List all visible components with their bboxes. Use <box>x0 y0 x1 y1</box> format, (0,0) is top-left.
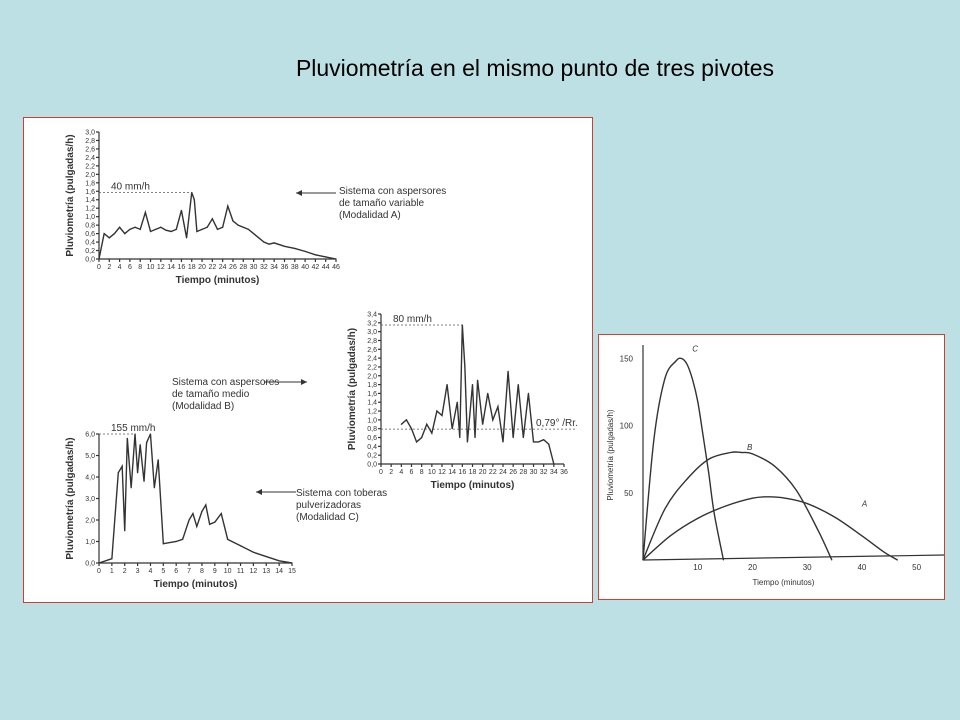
x-tick-label: 8 <box>419 469 424 476</box>
data-point <box>507 371 508 372</box>
y-tick-label: 1,0 <box>367 417 377 425</box>
x-tick-label: 34 <box>270 264 279 271</box>
x-tick-label: 14 <box>167 264 176 271</box>
x-tick-label: 22 <box>208 264 217 271</box>
x-tick-label: 16 <box>458 469 467 476</box>
x-tick-label: 30 <box>802 563 812 572</box>
series-c-label: C <box>692 344 699 354</box>
data-point <box>538 441 539 442</box>
series-b-point <box>686 479 687 480</box>
annotation-line: (Modalidad B) <box>172 401 235 412</box>
x-tick-label: 24 <box>218 264 227 271</box>
data-point <box>232 220 233 221</box>
data-point <box>543 439 544 440</box>
x-axis-label: Tiempo (minutos) <box>752 578 815 587</box>
data-point <box>472 384 473 385</box>
series-c-point <box>653 439 654 440</box>
y-tick-label: 100 <box>619 421 633 431</box>
series-c-point <box>664 378 665 379</box>
series-b-point <box>831 560 832 561</box>
data-point <box>452 428 453 429</box>
series-b-point <box>741 452 742 453</box>
y-tick-label: 0,0 <box>85 560 95 568</box>
y-tick-label: 1,8 <box>367 382 377 390</box>
data-point <box>214 522 215 523</box>
data-point <box>176 541 177 542</box>
y-tick-label: 0,6 <box>367 435 377 443</box>
series-a-curve <box>643 497 897 560</box>
annotation-line: Sistema con toberas <box>296 488 388 499</box>
data-point <box>163 543 164 544</box>
data-point <box>188 519 189 520</box>
x-tick-label: 10 <box>427 469 436 476</box>
x-tick-label: 8 <box>199 568 204 575</box>
series-line <box>401 325 553 464</box>
arrow-head <box>256 489 262 495</box>
data-point <box>134 227 135 228</box>
data-point <box>176 229 177 230</box>
x-tick-label: 2 <box>389 469 394 476</box>
annotation-line: pulverizadoras <box>296 500 362 511</box>
x-axis-label: Tiempo (minutos) <box>175 275 260 286</box>
x-tick-label: 8 <box>138 264 143 271</box>
series-a-label: A <box>861 499 868 509</box>
arrow-head <box>296 190 302 196</box>
series-b-point <box>752 453 753 454</box>
y-tick-label: 2,4 <box>367 355 377 363</box>
y-tick-label: 2,0 <box>367 373 377 381</box>
series-b-label: B <box>746 442 753 452</box>
y-tick-label: 2,6 <box>367 346 377 354</box>
x-tick-label: 14 <box>275 568 284 575</box>
x-tick-label: 0 <box>97 264 101 271</box>
data-point <box>474 437 475 438</box>
data-point <box>268 244 269 245</box>
y-tick-label: 2,8 <box>85 137 95 145</box>
x-tick-label: 10 <box>146 264 155 271</box>
data-point <box>129 229 130 230</box>
y-tick-label: 0,0 <box>367 461 377 469</box>
data-point <box>201 229 202 230</box>
series-a-point <box>785 498 786 499</box>
x-tick-label: 6 <box>409 469 414 476</box>
x-tick-label: 1 <box>109 568 114 575</box>
y-tick-label: 2,4 <box>85 154 95 162</box>
data-point <box>212 218 213 219</box>
data-point <box>304 251 305 252</box>
x-tick-label: 38 <box>290 264 299 271</box>
y-tick-label: 1,4 <box>367 399 377 407</box>
data-point <box>457 402 458 403</box>
y-tick-label: 1,4 <box>85 197 95 205</box>
x-tick-label: 32 <box>259 264 268 271</box>
x-tick-label: 32 <box>539 469 548 476</box>
data-point <box>291 562 292 563</box>
x-tick-label: 6 <box>174 568 179 575</box>
data-point <box>98 258 99 259</box>
y-tick-label: 0,4 <box>85 239 95 247</box>
data-point <box>518 384 519 385</box>
data-point <box>253 552 254 553</box>
series-a-point <box>697 518 698 519</box>
x-tick-label: 10 <box>223 568 232 575</box>
data-point <box>171 231 172 232</box>
x-tick-label: 30 <box>529 469 538 476</box>
arrow-head <box>301 379 307 385</box>
data-point <box>406 419 407 420</box>
x-tick-label: 28 <box>519 469 528 476</box>
right-figure-panel <box>598 334 945 600</box>
y-tick-label: 3,0 <box>367 329 377 337</box>
y-tick-label: 6,0 <box>85 431 95 439</box>
series-a-point <box>897 560 898 561</box>
series-b-point <box>708 459 709 460</box>
data-point <box>421 437 422 438</box>
x-tick-label: 12 <box>438 469 446 476</box>
data-point <box>140 229 141 230</box>
y-tick-label: 2,0 <box>85 171 95 179</box>
y-tick-label: 1,6 <box>367 390 377 398</box>
data-point <box>122 466 123 467</box>
x-tick-label: 13 <box>262 568 271 575</box>
annotation-line: Sistema con aspersores <box>339 186 447 197</box>
data-point <box>158 459 159 460</box>
data-point <box>325 256 326 257</box>
data-point <box>114 233 115 234</box>
series-a-point <box>725 506 726 507</box>
series-a-point <box>883 551 884 552</box>
data-point <box>482 424 483 425</box>
x-tick-label: 26 <box>509 469 518 476</box>
series-b-point <box>818 530 819 531</box>
series-c-point <box>686 363 687 364</box>
data-point <box>196 526 197 527</box>
peak-label: 155 mm/h <box>111 423 156 434</box>
y-axis-label: Pluviometría (pulgadas/h) <box>347 327 358 451</box>
x-tick-label: 50 <box>912 563 922 572</box>
x-tick-label: 0 <box>97 568 101 575</box>
x-tick-label: 26 <box>229 264 237 271</box>
x-tick-label: 2 <box>122 568 127 575</box>
x-tick-label: 9 <box>212 568 217 575</box>
y-tick-label: 1,0 <box>85 539 95 546</box>
data-point <box>258 237 259 238</box>
annotation-line: de tamaño medio <box>172 389 250 400</box>
peak-label: 40 mm/h <box>111 181 150 193</box>
data-point <box>227 205 228 206</box>
data-point <box>205 504 206 505</box>
series-c-point <box>703 436 704 437</box>
slide-title: Pluviometría en el mismo punto de tres pivotes <box>295 55 775 81</box>
y-axis-label: Pluviometría (pulgadas/h) <box>606 409 615 501</box>
data-point <box>201 511 202 512</box>
x-tick-label: 36 <box>560 469 568 476</box>
data-point <box>160 227 161 228</box>
series-c-point <box>708 472 709 473</box>
data-point <box>528 393 529 394</box>
x-tick-label: 20 <box>748 563 757 572</box>
x-tick-label: 5 <box>161 568 166 575</box>
x-tick-label: 18 <box>468 469 477 476</box>
y-tick-label: 0,8 <box>367 426 377 434</box>
y-tick-label: 2,2 <box>85 163 95 171</box>
data-point <box>131 487 132 488</box>
data-point <box>416 441 417 442</box>
y-tick-label: 2,6 <box>85 146 95 154</box>
annotation-line: Sistema con aspersores <box>172 377 280 388</box>
data-point <box>192 513 193 514</box>
y-tick-label: 150 <box>619 354 633 364</box>
data-point <box>467 441 468 442</box>
x-tick-label: 30 <box>249 264 258 271</box>
data-point <box>207 227 208 228</box>
x-tick-label: 20 <box>478 469 487 476</box>
series-b-point <box>664 508 665 509</box>
data-point <box>209 524 210 525</box>
data-point <box>137 472 138 473</box>
series-b-point <box>730 452 731 453</box>
x-tick-label: 14 <box>448 469 457 476</box>
x-tick-label: 7 <box>187 568 192 575</box>
data-point <box>119 227 120 228</box>
data-point <box>446 384 447 385</box>
data-point <box>145 212 146 213</box>
series-b-curve <box>643 452 832 560</box>
data-point <box>497 406 498 407</box>
data-point <box>513 437 514 438</box>
data-point <box>335 258 336 259</box>
data-point <box>401 424 402 425</box>
data-point <box>533 441 534 442</box>
y-tick-label: 2,8 <box>367 337 377 345</box>
x-tick-label: 34 <box>549 469 558 476</box>
y-tick-label: 0,4 <box>367 443 377 451</box>
data-point <box>182 539 183 540</box>
data-point <box>284 246 285 247</box>
data-point <box>464 366 465 367</box>
x-tick-label: 46 <box>332 264 340 271</box>
data-point <box>111 558 112 559</box>
x-tick-label: 18 <box>187 264 196 271</box>
data-point <box>253 233 254 234</box>
series-c-point <box>692 378 693 379</box>
data-point <box>248 229 249 230</box>
y-axis-label: Pluviometría (pulgadas/h) <box>65 437 76 560</box>
series-c-point <box>681 358 682 359</box>
data-point <box>146 442 147 443</box>
data-point <box>118 472 119 473</box>
x-axis <box>643 555 944 560</box>
series-line <box>99 434 292 563</box>
x-tick-label: 16 <box>177 264 186 271</box>
data-point <box>548 444 549 445</box>
x-tick-label: 44 <box>321 264 330 271</box>
x-axis-label: Tiempo (minutos) <box>430 480 515 491</box>
data-point <box>263 241 264 242</box>
y-tick-label: 50 <box>624 488 633 498</box>
y-tick-label: 0,0 <box>85 256 95 264</box>
data-point <box>294 248 295 249</box>
data-point <box>194 199 195 200</box>
data-point <box>523 437 524 438</box>
data-point <box>279 560 280 561</box>
y-tick-label: 3,4 <box>367 311 377 319</box>
y-tick-label: 1,2 <box>85 205 95 213</box>
y-tick-label: 2,2 <box>367 364 377 372</box>
y-tick-label: 0,2 <box>367 452 377 460</box>
data-point <box>441 415 442 416</box>
data-point <box>98 562 99 563</box>
y-tick-label: 3,2 <box>367 320 377 328</box>
data-point <box>127 438 128 439</box>
series-c-point <box>697 401 698 402</box>
series-a-point <box>670 535 671 536</box>
annotation-line: (Modalidad A) <box>339 210 401 221</box>
series-c-point <box>675 361 676 362</box>
x-tick-label: 40 <box>857 563 867 572</box>
series-a-point <box>807 503 808 504</box>
x-tick-label: 6 <box>127 264 132 271</box>
data-point <box>431 433 432 434</box>
y-tick-label: 0,8 <box>85 222 95 230</box>
x-tick-label: 12 <box>249 568 258 575</box>
x-tick-label: 15 <box>288 568 296 575</box>
x-tick-label: 4 <box>117 264 122 271</box>
y-tick-label: 1,8 <box>85 180 95 188</box>
annotation-line: (Modalidad C) <box>296 512 359 523</box>
reference-label: 0,79° /Rr. <box>536 418 578 430</box>
y-tick-label: 2,0 <box>85 517 95 525</box>
data-point <box>181 210 182 211</box>
series-a-point <box>768 496 769 497</box>
x-tick-label: 11 <box>236 568 245 575</box>
data-point <box>222 227 223 228</box>
series-a-point <box>643 560 644 561</box>
x-tick-label: 0 <box>379 469 383 476</box>
data-point <box>459 437 460 438</box>
series-a-point <box>752 498 753 499</box>
data-point <box>238 225 239 226</box>
data-point <box>553 463 554 464</box>
series-b-point <box>796 490 797 491</box>
y-tick-label: 0,6 <box>85 231 95 239</box>
data-point <box>315 254 316 255</box>
data-point <box>266 556 267 557</box>
data-point <box>274 242 275 243</box>
data-point <box>124 233 125 234</box>
series-b-point <box>774 465 775 466</box>
x-tick-label: 3 <box>135 568 140 575</box>
data-point <box>487 393 488 394</box>
series-c-point <box>714 512 715 513</box>
data-point <box>140 444 141 445</box>
x-tick-label: 42 <box>311 264 320 271</box>
data-point <box>196 231 197 232</box>
data-point <box>436 410 437 411</box>
data-point <box>227 539 228 540</box>
x-tick-label: 2 <box>107 264 112 271</box>
data-point <box>104 233 105 234</box>
data-point <box>124 530 125 531</box>
series-a-point <box>834 517 835 518</box>
series-line <box>99 193 336 259</box>
series-c-point <box>723 560 724 561</box>
data-point <box>502 441 503 442</box>
data-point <box>154 487 155 488</box>
left-figure-panel <box>23 117 593 603</box>
annotation-line: de tamaño variable <box>339 198 425 209</box>
y-tick-label: 0,2 <box>85 248 95 256</box>
data-point <box>109 237 110 238</box>
x-tick-label: 28 <box>239 264 248 271</box>
peak-label: 80 mm/h <box>393 314 432 326</box>
data-point <box>411 428 412 429</box>
data-point <box>221 513 222 514</box>
x-tick-label: 4 <box>148 568 153 575</box>
left-figure-svg <box>24 118 592 602</box>
data-point <box>186 237 187 238</box>
y-tick-label: 1,6 <box>85 188 95 196</box>
x-axis-label: Tiempo (minutos) <box>153 579 238 590</box>
data-point <box>477 380 478 381</box>
y-tick-label: 3,0 <box>85 129 95 137</box>
series-a-point <box>861 535 862 536</box>
data-point <box>240 545 241 546</box>
data-point <box>143 481 144 482</box>
y-tick-label: 4,0 <box>85 474 95 482</box>
y-tick-label: 3,0 <box>85 496 95 503</box>
data-point <box>492 419 493 420</box>
data-point <box>165 230 166 231</box>
x-tick-label: 36 <box>280 264 289 271</box>
y-tick-label: 1,0 <box>85 214 95 222</box>
x-tick-label: 12 <box>156 264 165 271</box>
data-point <box>155 229 156 230</box>
x-tick-label: 10 <box>693 563 703 572</box>
x-tick-label: 24 <box>499 469 507 476</box>
data-point <box>426 424 427 425</box>
data-point <box>150 231 151 232</box>
right-figure-svg <box>599 335 944 599</box>
x-tick-label: 4 <box>399 469 404 476</box>
data-point <box>217 229 218 230</box>
y-tick-label: 1,2 <box>367 408 377 416</box>
x-tick-label: 40 <box>301 264 309 271</box>
x-tick-label: 22 <box>488 469 497 476</box>
y-axis-label: Pluviometría (pulgadas/h) <box>65 134 76 257</box>
data-point <box>243 227 244 228</box>
x-tick-label: 20 <box>198 264 206 271</box>
y-tick-label: 5,0 <box>85 453 95 460</box>
